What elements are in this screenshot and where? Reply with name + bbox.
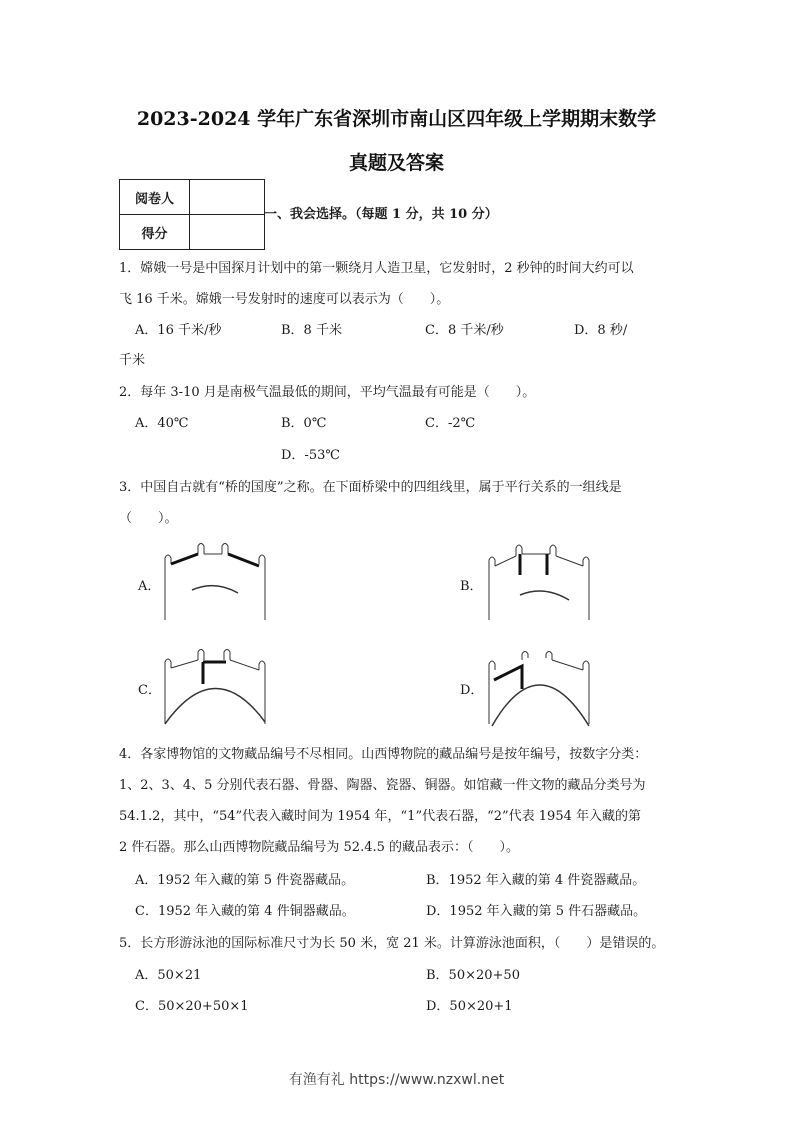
q1-line1: 1．嫦娥一号是中国探月计划中的第一颗绕月人造卫星，它发射时，2 秒钟的时间大约可以 — [119, 261, 634, 276]
bridge-figure-d — [484, 644, 599, 729]
q4-line2: 1、2、3、4、5 分别代表石器、骨器、陶器、瓷器、铜器。如馆藏一件文物的藏品分类号为 — [119, 778, 646, 793]
q3-option-d-label: D． — [460, 683, 484, 698]
bridge-figure-a — [160, 540, 275, 625]
q4-option-d: D．1952 年入藏的第 5 件石器藏品。 — [426, 904, 647, 919]
score-row-score — [120, 215, 265, 250]
q1-option-a: A．16 千米/秒 — [135, 323, 222, 338]
q2-option-a: A．40℃ — [135, 416, 189, 431]
q3-line1: 3．中国自古就有“桥的国度”之称。在下面桥梁中的四组线里，属于平行关系的一组线是 — [119, 480, 622, 495]
q5-option-c: C．50×20+50×1 — [135, 999, 249, 1014]
q4-option-a: A．1952 年入藏的第 5 件瓷器藏品。 — [135, 873, 355, 888]
q3-option-c-label: C． — [138, 683, 161, 698]
q5-option-a: A．50×21 — [135, 968, 202, 983]
q3-option-b-label: B． — [460, 579, 483, 594]
q1-option-d: D．8 秒/ — [574, 323, 628, 338]
score-row-reviewer — [120, 180, 265, 215]
q4-line4: 2 件石器。那么山西博物院藏品编号为 52.4.5 的藏品表示：（ ）。 — [119, 840, 520, 855]
reviewer-label: 阅卷人 — [120, 180, 190, 215]
q3-option-a-label: A． — [138, 579, 161, 594]
q5-line1: 5．长方形游泳池的国际标准尺寸为长 50 米，宽 21 米。计算游泳池面积，（ ）是错误的。 — [119, 936, 665, 951]
score-value — [190, 215, 265, 250]
q4-line1: 4．各家博物馆的文物藏品编号不尽相同。山西博物院的藏品编号是按年编号，按数字分类： — [119, 747, 648, 762]
q1-option-c: C．8 千米/秒 — [425, 323, 504, 338]
document-title-line1: 2023-2024 学年广东省深圳市南山区四年级上学期期末数学 — [136, 108, 657, 130]
q5-option-b: B．50×20+50 — [426, 968, 520, 983]
q4-line3: 54.1.2，其中，“54”代表入藏时间为 1954 年，“1”代表石器，“2”代表 1954 年入藏的第 — [119, 809, 642, 824]
q1-option-b: B．8 千米 — [281, 323, 342, 338]
score-table — [119, 179, 265, 250]
section-heading: 一、我会选择。（每题 1 分，共 10 分） — [264, 207, 498, 222]
q2-option-b: B．0℃ — [281, 416, 327, 431]
footer-watermark: 有渔有礼 https://www.nzxwl.net — [288, 1072, 505, 1088]
q3-line2: （ ）。 — [119, 511, 178, 526]
q2-option-d: D．-53℃ — [281, 448, 340, 463]
q4-option-c: C．1952 年入藏的第 4 件铜器藏品。 — [135, 904, 355, 919]
q1-option-d-wrap: 千米 — [119, 353, 146, 368]
bridge-figure-c — [160, 644, 275, 729]
q2-line1: 2．每年 3-10 月是南极气温最低的期间，平均气温最有可能是（ ）。 — [119, 385, 536, 400]
document-title-line2: 真题及答案 — [348, 152, 444, 174]
q1-line2: 飞 16 千米。嫦娥一号发射时的速度可以表示为（ ）。 — [119, 292, 450, 307]
q2-option-c: C．-2℃ — [425, 416, 476, 431]
score-label: 得分 — [120, 215, 190, 250]
bridge-figure-b — [484, 540, 599, 625]
reviewer-value — [190, 180, 265, 215]
q4-option-b: B．1952 年入藏的第 4 件瓷器藏品。 — [426, 873, 646, 888]
q5-option-d: D．50×20+1 — [426, 999, 513, 1014]
